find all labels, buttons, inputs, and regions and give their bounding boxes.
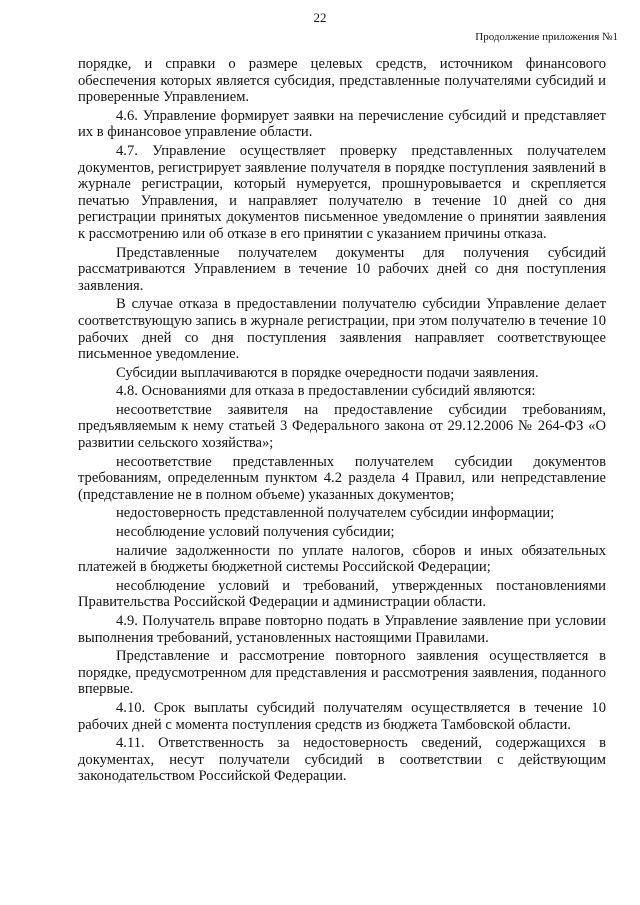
refusal-reason-applicant-mismatch: несоответствие заявителя на предоставление субсидии требованиям, предъявляемым к нему статьей 3 Федерального закона от 29.12.2006 № 264-ФЗ «О развитии сельского хозяйства»; (78, 401, 606, 452)
paragraph-continuation: порядке, и справки о размере целевых средств, источником финансового обеспечения которых является субсидия, представленные получателями субсидий и проверенные Управлением. (78, 56, 606, 106)
paragraph-4-6: 4.6. Управление формирует заявки на перечисление субсидий и представляет их в финансовое управление области. (78, 107, 606, 141)
paragraph-review-term: Представленные получателем документы для получения субсидий рассматриваются Управлением в течение 10 рабочих дней со дня поступления заявления. (78, 244, 606, 294)
refusal-reason-requirements: несоблюдение условий и требований, утвержденных постановлениями Правительства Российской Федерации и администрации области. (78, 577, 606, 611)
refusal-reason-tax-debt: наличие задолженности по уплате налогов, сборов и иных обязательных платежей в бюджеты бюджетной системы Российской Федерации; (78, 542, 606, 576)
refusal-reason-conditions: несоблюдение условий получения субсидии; (116, 524, 395, 541)
paragraph-repeat-application: Представление и рассмотрение повторного заявления осуществляется в порядке, предусмотренном для представления и рассмотрения заявления, поданного впервые. (78, 648, 606, 698)
paragraph-refusal-record: В случае отказа в предоставлении получателю субсидии Управление делает соответствующую запись в журнале регистрации, при этом получателю в течение 10 рабочих дней со дня поступления заявления направляет соответствующее письменное уведомление. (78, 296, 606, 363)
paragraph-4-8: 4.8. Основаниями для отказа в предоставлении субсидий являются: (116, 383, 536, 400)
running-header: Продолжение приложения №1 (475, 31, 618, 43)
paragraph-4-9: 4.9. Получатель вправе повторно подать в Управление заявление при условии выполнения требований, установленных настоящими Правилами. (78, 613, 606, 646)
paragraph-4-11: 4.11. Ответственность за недостоверность сведений, содержащихся в документах, несут получатели субсидий в соответствии с действующим законодательством Российской Федерации. (78, 735, 606, 785)
document-body (78, 56, 606, 787)
refusal-reason-false-info: недостоверность представленной получателем субсидии информации; (116, 505, 555, 522)
paragraph-4-10: 4.10. Срок выплаты субсидий получателям осуществляется в течение 10 рабочих дней с момента поступления средств из бюджета Тамбовской области. (78, 699, 606, 733)
paragraph-4-7: 4.7. Управление осуществляет проверку представленных получателем документов, регистрирует заявление получателя в порядке поступления заявлений в журнале регистрации, который нумеруется, прошнуровывается и скрепляется печатью Управления, и направляет получателю в течение 10 дней со дня регистрации принятых документов письменное уведомление о принятии заявления к рассмотрению или об отказе в его принятии с указанием причины отказа. (78, 142, 606, 242)
paragraph-payment-order: Субсидии выплачиваются в порядке очередности подачи заявления. (116, 364, 539, 381)
page-number: 22 (313, 10, 327, 25)
refusal-reason-documents-mismatch: несоответствие представленных получателем субсидии документов требованиям, определенным пунктом 4.2 раздела 4 Правил, или непредставление (представление не в полном объеме) указанных документов; (78, 453, 606, 503)
